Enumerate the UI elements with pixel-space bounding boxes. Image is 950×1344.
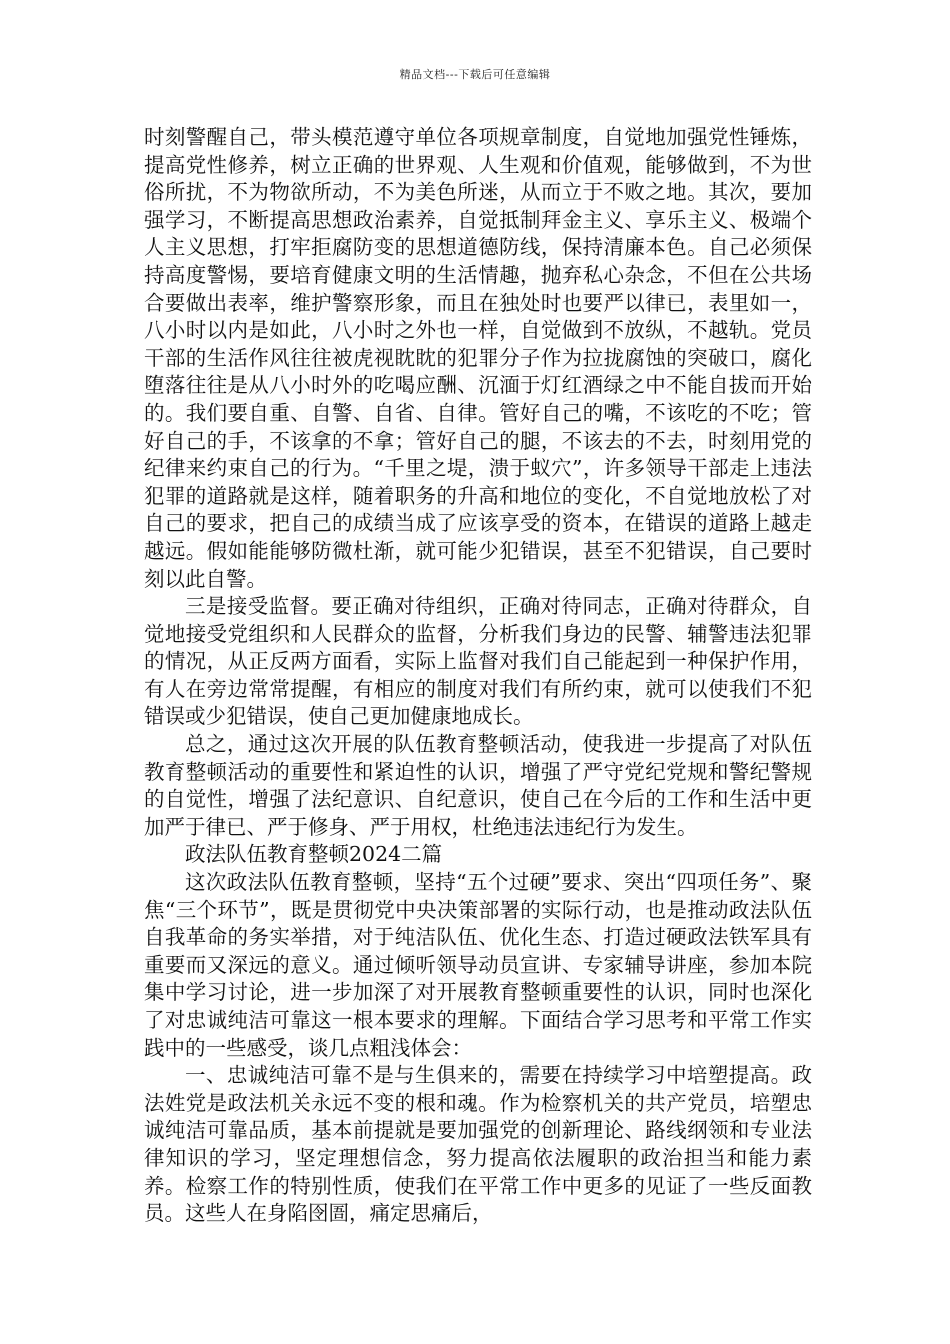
section-title: 政法队伍教育整顿2024二篇 — [185, 842, 443, 867]
paragraph-3: 总之，通过这次开展的队伍教育整顿活动，使我进一步提高了对队伍教育整顿活动的重要性和紧迫性的认识，增强了严守党纪党规和警纪警规的自觉性，增强了法纪意识、自纪意识，使自己在今后的工作和生活中更加严于律已、严于修身、严于用权，杜绝违法违纪行为发生。 — [144, 732, 812, 839]
paragraph-4: 这次政法队伍教育整顿，坚持“五个过硬”要求、突出“四项任务”、聚焦“三个环节”，既是贯彻党中央决策部署的实际行动，也是推动政法队伍自我革命的务实举措，对于纯洁队伍、优化生态、打造过硬政法铁军具有重要而又深远的意义。通过倾听领导动员宣讲、专家辅导讲座，参加本院集中学习讨论，进一步加深了对开展教育整顿重要性的认识，同时也深化了对忠诚纯洁可靠这一根本要求的理解。下面结合学习思考和平常工作实践中的一些感受，谈几点粗浅体会： — [144, 870, 812, 1060]
document-body — [144, 124, 812, 1228]
paragraph-2: 三是接受监督。要正确对待组织，正确对待同志，正确对待群众，自觉地接受党组织和人民群众的监督，分析我们身边的民警、辅警违法犯罪的情况，从正反两方面看，实际上监督对我们自己能起到一种保护作用，有人在旁边常常提醒，有相应的制度对我们有所约束，就可以使我们不犯错误或少犯错误，使自己更加健康地成长。 — [144, 594, 812, 729]
page-header: 精品文档---下载后可任意编辑 — [399, 68, 551, 81]
paragraph-1: 时刻警醒自己，带头模范遵守单位各项规章制度，自觉地加强党性锤炼，提高党性修养，树立正确的世界观、人生观和价值观，能够做到，不为世俗所扰，不为物欲所动，不为美色所迷，从而立于不败之地。其次，要加强学习，不断提高思想政治素养，自觉抵制拜金主义、享乐主义、极端个人主义思想，打牢拒腐防变的思想道德防线，保持清廉本色。自己必须保持高度警惕，要培育健康文明的生活情趣，抛弃私心杂念，不但在公共场合要做出表率，维护警察形象，而且在独处时也要严以律已，表里如一，八小时以内是如此，八小时之外也一样，自觉做到不放纵，不越轨。党员干部的生活作风往往被虎视眈眈的犯罪分子作为拉拢腐蚀的突破口，腐化堕落往往是从八小时外的吃喝应酬、沉湎于灯红酒绿之中不能自拔而开始的。我们要自重、自警、自省、自律。管好自己的嘴，不该吃的不吃；管好自己的手，不该拿的不拿；管好自己的腿，不该去的不去，时刻用党的纪律来约束自己的行为。“千里之堤，溃于蚁穴”，许多领导干部走上违法犯罪的道路就是这样，随着职务的升高和地位的变化，不自觉地放松了对自己的要求，把自己的成绩当成了应该享受的资本，在错误的道路上越走越远。假如能能够防微杜渐，就可能少犯错误，甚至不犯错误，自己要时刻以此自警。 — [144, 125, 812, 591]
paragraph-5: 一、忠诚纯洁可靠不是与生俱来的，需要在持续学习中培塑提高。政法姓党是政法机关永远不变的根和魂。作为检察机关的共产党员，培塑忠诚纯洁可靠品质，基本前提就是要加强党的创新理论、路线纲领和专业法律知识的学习，坚定理想信念，努力提高依法履职的政治担当和能力素养。检察工作的特别性质，使我们在平常工作中更多的见证了一些反面教员。这些人在身陷囹圄，痛定思痛后， — [144, 1063, 812, 1226]
